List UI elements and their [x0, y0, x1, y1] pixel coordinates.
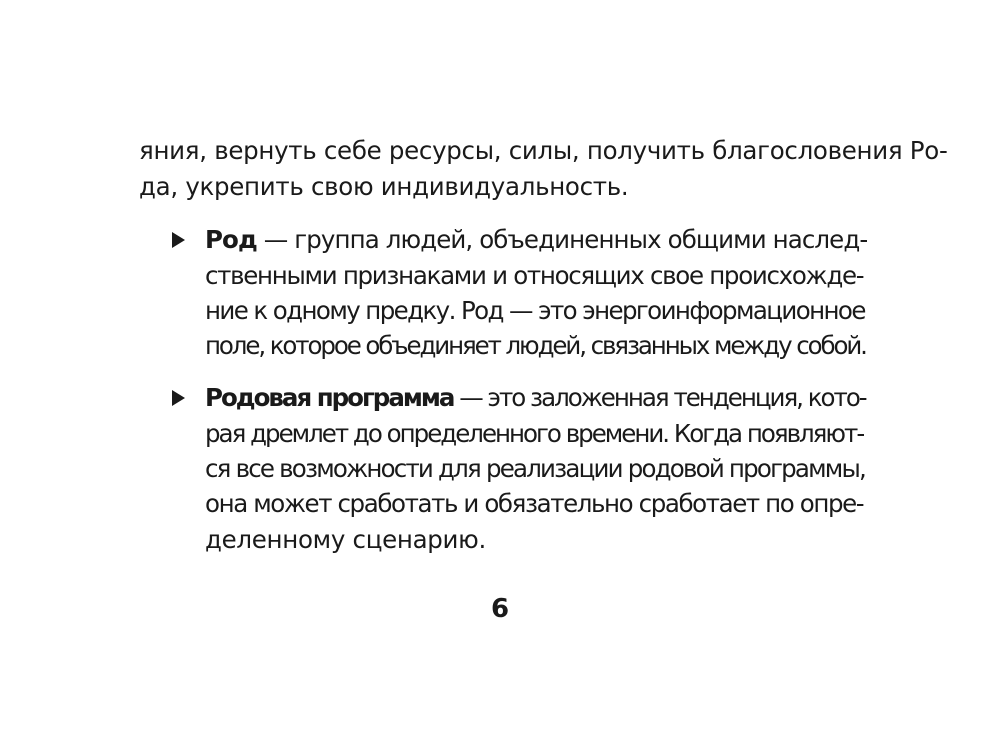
- page-number: 6: [490, 594, 510, 624]
- definition-rod-line-1: [205, 225, 867, 255]
- definition-rod-line-4: поле, которое объединяет людей, связанных между собой.: [205, 331, 866, 360]
- definition-rod-line-3: ние к одному предку. Род — это энергоинформационное: [205, 296, 865, 325]
- definition-program-line-4: она может сработать и обязательно сработает по опре-: [205, 489, 864, 518]
- definition-program-line-1: [205, 383, 866, 413]
- term-program: Родовая программа: [205, 383, 454, 412]
- definition-program-line-3: ся все возможности для реализации родовой программы,: [205, 454, 866, 483]
- intro-line-2: да, укрепить свою индивидуальность.: [139, 172, 629, 201]
- term-rod: Род: [205, 225, 257, 254]
- definition-program-line-5: деленному сценарию.: [205, 525, 486, 554]
- bullet-marker-icon: [172, 390, 185, 406]
- bullet-marker-icon: [172, 232, 185, 248]
- definition-program-line-2: рая дремлет до определенного времени. Когда появляют-: [205, 419, 864, 448]
- definition-rod-text: — группа людей, объединенных общими наслед-: [256, 225, 868, 254]
- intro-line-1: яния, вернуть себе ресурсы, силы, получить благословения Ро-: [139, 136, 948, 165]
- definition-program-text: — это заложенная тенденция, кото-: [453, 383, 866, 412]
- definition-rod-line-2: ственными признаками и относящих свое происхожде-: [205, 261, 864, 290]
